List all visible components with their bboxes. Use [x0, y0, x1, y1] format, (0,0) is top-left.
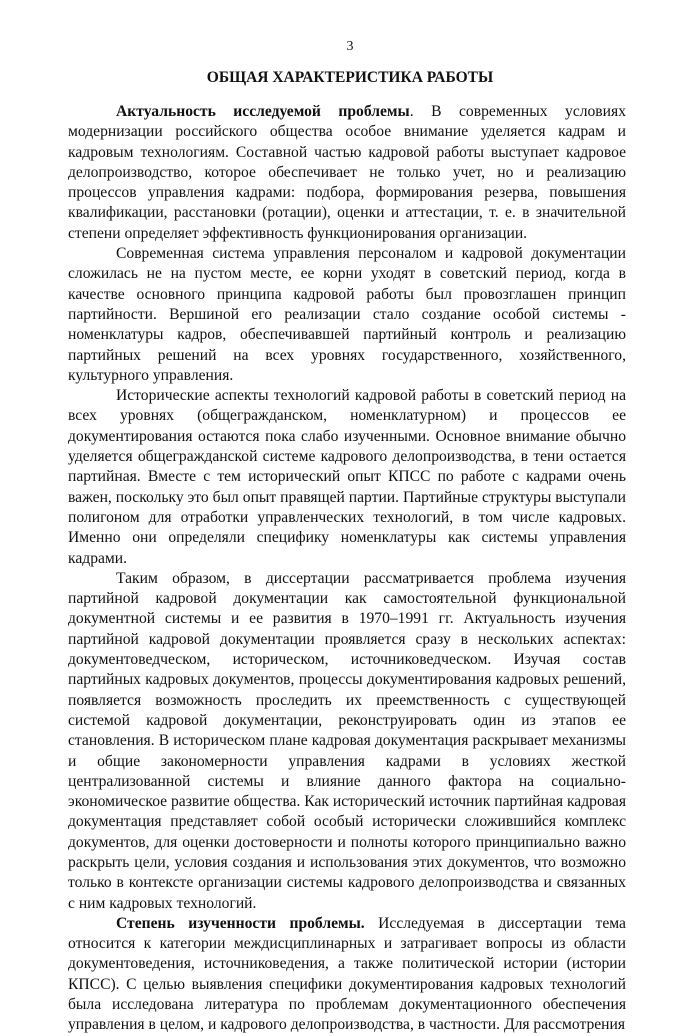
paragraph-dissertation-problem — [68, 569, 626, 914]
paragraph-text: Исследуемая в диссертации тема относится к категории междисциплинарных и затрагивает вопросы из области документоведения, источниковедения, а также политической истории (истории КПСС). С целью выявления специфики документирования кадровых технологий была исследована литература по проблемам документационного обеспечения управления в целом, и кадрового делопроизводства, в частности. Для рассмотрения — [68, 914, 626, 1034]
paragraph-degree-of-study — [68, 914, 626, 1036]
paragraph-text: Таким образом, в диссертации рассматривается проблема изучения партийной кадровой документации как самостоятельной функциональной документной системы и ее развития в 1970–1991 гг. Актуальность изучения партийной кадровой документации проявляется сразу в нескольких аспектах: документоведческом, историческом, источниковедческом. Изучая состав партийных кадровых документов, процессы документирования кадровых решений, появляется возможность проследить их преемственность с существующей системой кадровой документации, реконструировать один из этапов ее становления. В историческом плане кадровая документация раскрывает механизмы и общие закономерности управления кадрами в условиях жесткой централизованной системы и влияние данного фактора на социально-экономическое развитие общества. Как исторический источник партийная кадровая документация представляет собой особый исторически сложившийся комплекс документов, для оценки достоверности и полноты которого принципиально важно раскрыть цели, условия создания и использования этих документов, что возможно только в контексте организации системы кадрового делопроизводства и связанных с ним кадровых технологий. — [68, 569, 626, 912]
paragraph-lead: Актуальность исследуемой проблемы — [116, 103, 410, 120]
paragraph-lead: Степень изученности проблемы. — [116, 914, 365, 932]
paragraph-text: Исторические аспекты технологий кадровой работы в советский период на всех уровнях (общегражданском, номенклатурном) и процессов ее документирования остаются пока слабо изученными. Основное внимание обычно уделяется общегражданской системе кадрового делопроизводства, в тени остается партийная. Вместе с тем исторический опыт КПСС по работе с кадрами очень важен, поскольку это был опыт правящей партии. Партийные структуры выступали полигоном для отработки управленческих технологий, в том числе кадровых. Именно они определяли специфику номенклатуры как системы управления кадрами. — [68, 387, 626, 567]
body-text — [68, 102, 626, 1036]
section-title: ОБЩАЯ ХАРАКТЕРИСТИКА РАБОТЫ — [206, 69, 494, 86]
paragraph-relevance — [68, 102, 626, 244]
page-number: 3 — [346, 39, 354, 54]
paragraph-historical-aspects — [68, 386, 626, 569]
paragraph-text: . В современных условиях модернизации российского общества особое внимание уделяется кадрам и кадровым технологиям. Составной частью кадровой работы выступает кадровое делопроизводство, которое обеспечивает не только учет, но и реализацию процессов управления кадрами: подбора, формирования резерва, повышения квалификации, расстановки (ротации), оценки и аттестации, т. е. в значительной степени определяет эффективность функционирования организации. — [68, 103, 626, 242]
paragraph-modern-system — [68, 244, 626, 386]
paragraph-text: Современная система управления персоналом и кадровой документации сложилась не на пустом месте, ее корни уходят в советский период, когда в качестве основного принципа кадровой работы был провозглашен принцип партийности. Вершиной его реализации стало создание особой системы - номенклатуры кадров, обеспечивавшей партийный контроль и реализацию партийных решений на всех уровнях государственного, хозяйственного, культурного управления. — [68, 245, 626, 384]
